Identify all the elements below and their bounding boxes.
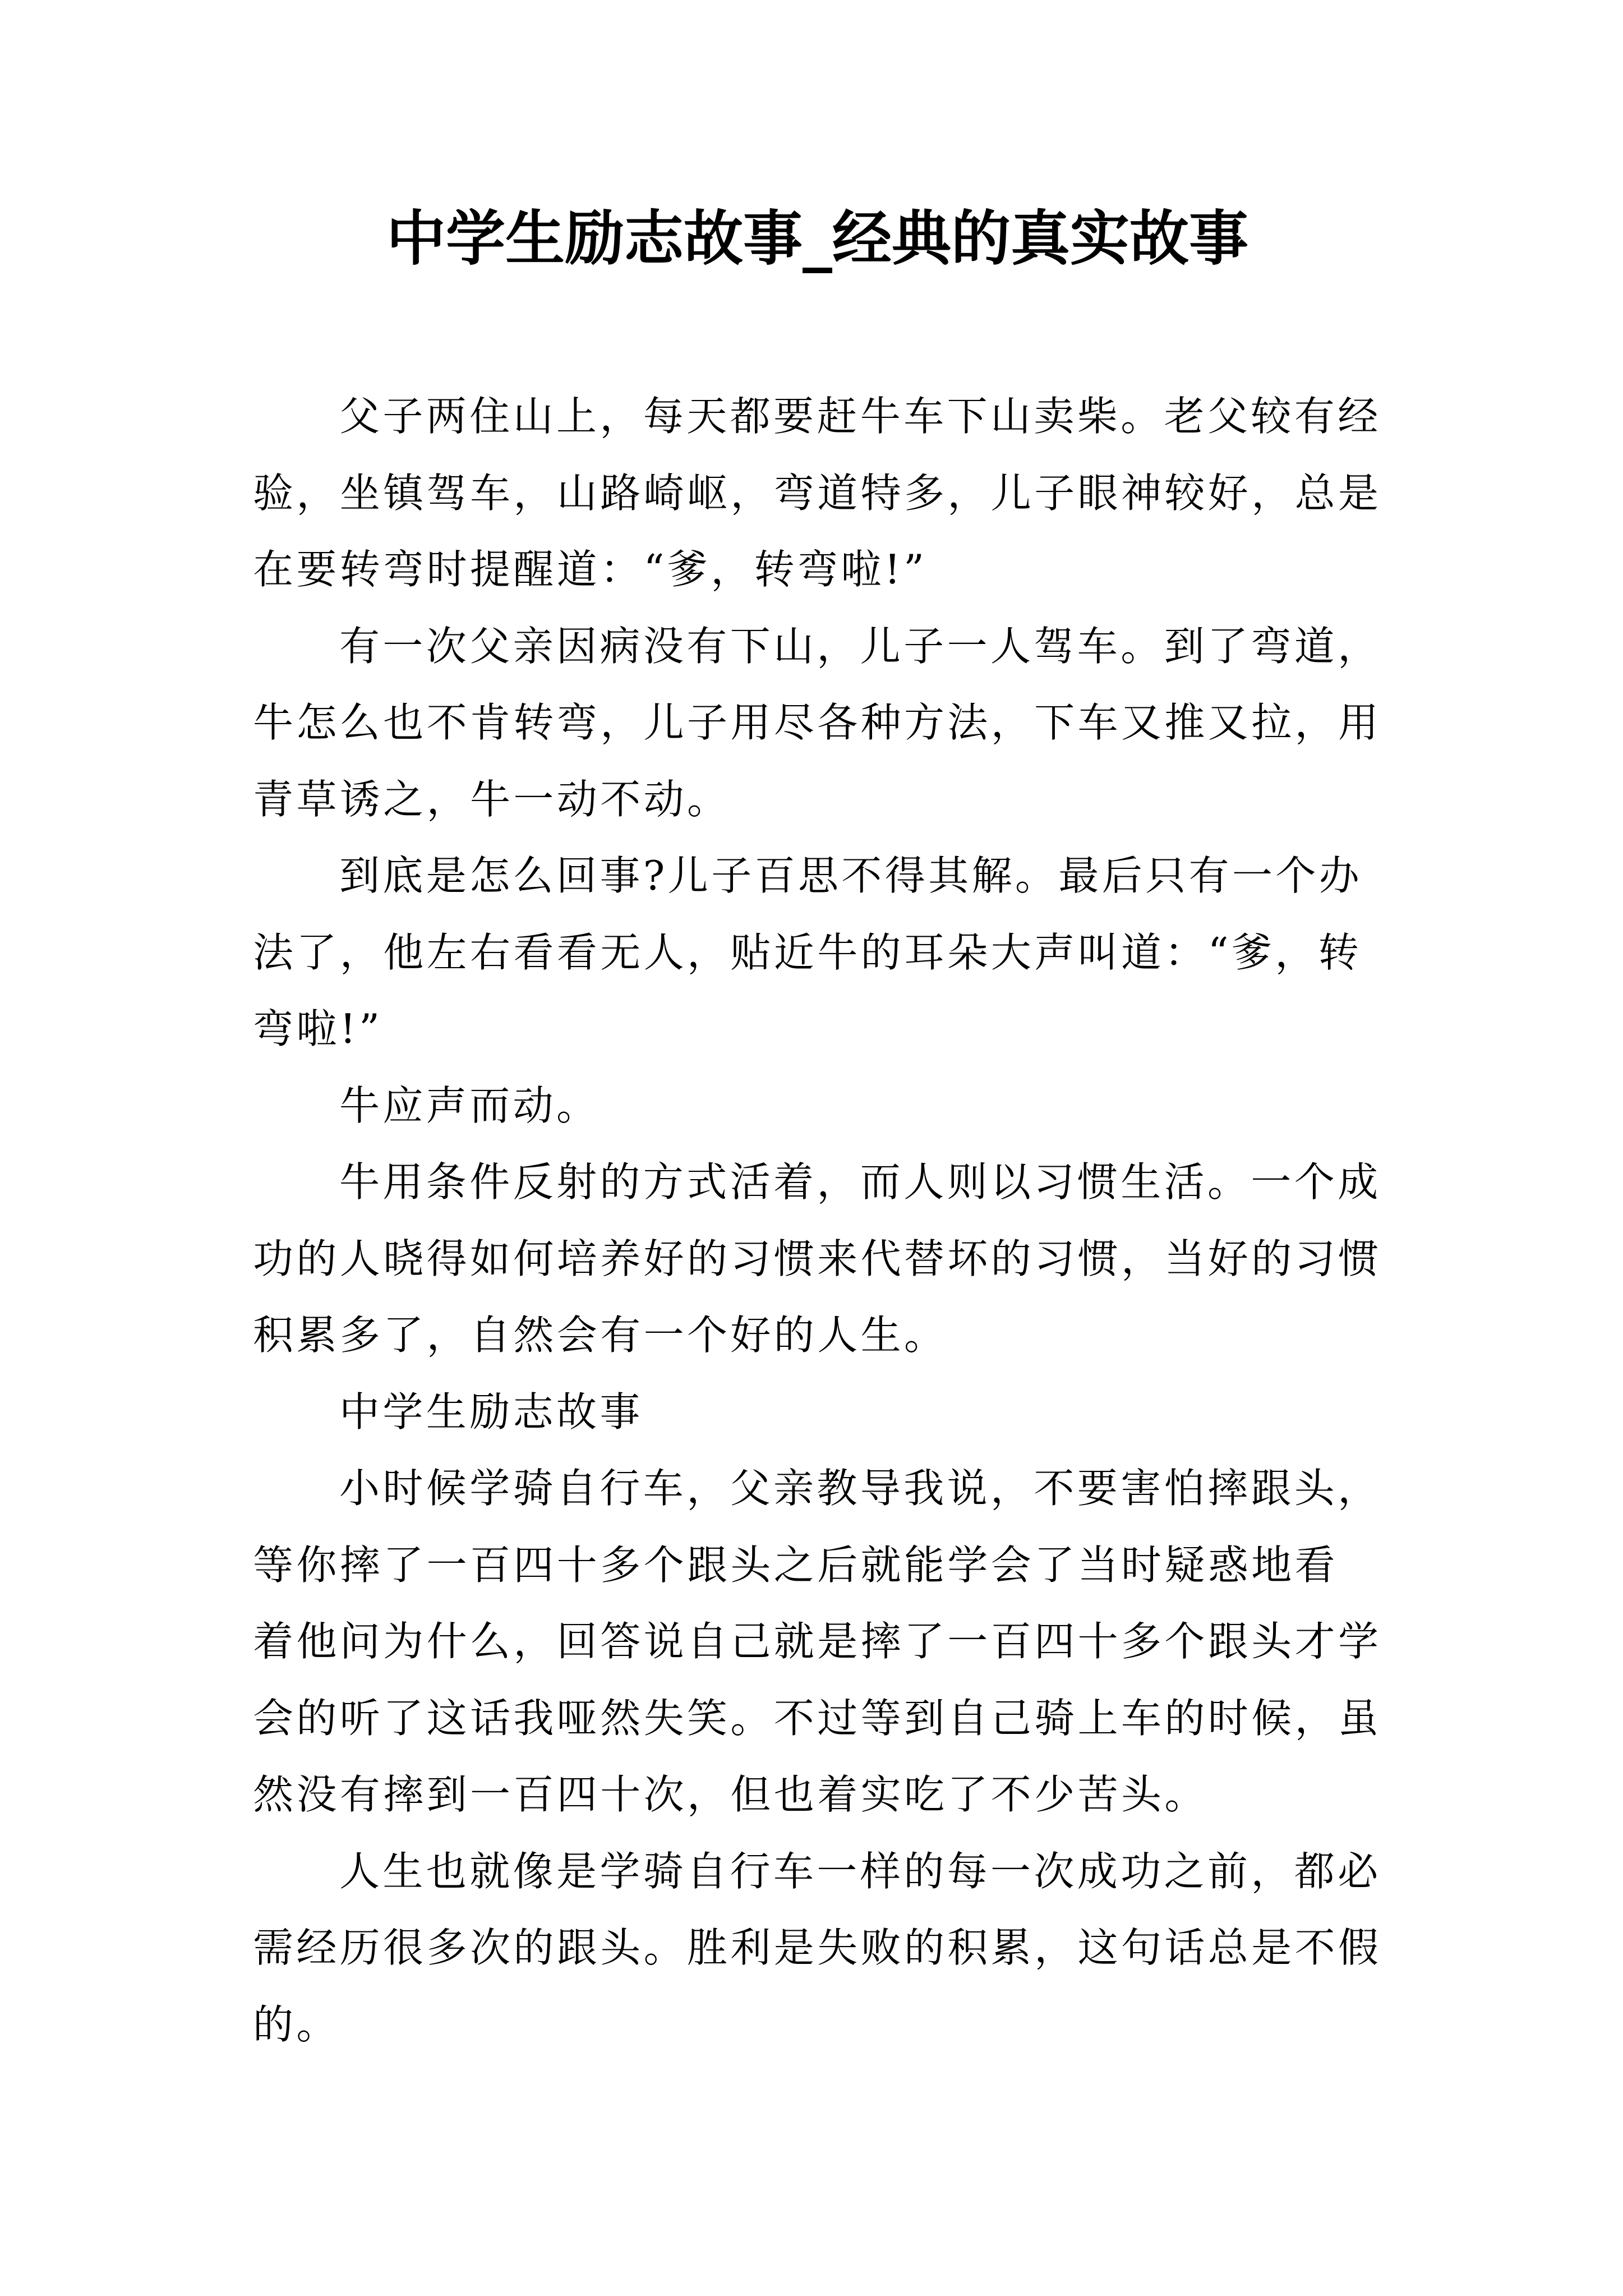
text-line: 着他问为什么，回答说自己就是摔了一百四十多个跟头才学 bbox=[253, 1618, 1382, 1665]
paragraph bbox=[253, 1450, 1382, 1833]
text-line: 会的听了这话我哑然失笑。不过等到自己骑上车的时候，虽 bbox=[253, 1694, 1382, 1742]
text-line: 到底是怎么回事?儿子百思不得其解。最后只有一个办 bbox=[339, 852, 1363, 899]
text-line: 验，坐镇驾车，山路崎岖，弯道特多，儿子眼神较好，总是 bbox=[253, 469, 1382, 517]
paragraph bbox=[253, 1144, 1382, 1374]
text-line: 人生也就像是学骑自行车一样的每一次成功之前，都必 bbox=[339, 1847, 1381, 1895]
paragraph bbox=[253, 608, 1382, 838]
text-line: 牛怎么也不肯转弯，儿子用尽各种方法，下车又推又拉，用 bbox=[253, 699, 1382, 746]
text-line: 法了，他左右看看无人，贴近牛的耳朵大声叫道：“爹，转 bbox=[253, 928, 1362, 976]
text-line: 青草诱之，牛一动不动。 bbox=[253, 775, 731, 823]
text-line: 等你摔了一百四十多个跟头之后就能学会了当时疑惑地看 bbox=[253, 1541, 1339, 1589]
text-line: 有一次父亲因病没有下山，儿子一人驾车。到了弯道， bbox=[339, 622, 1381, 670]
text-line: 积累多了，自然会有一个好的人生。 bbox=[253, 1312, 948, 1359]
paragraph bbox=[253, 378, 1382, 608]
section-heading bbox=[253, 1374, 1382, 1451]
text-line: 的。 bbox=[253, 2000, 340, 2048]
text-line: 牛应声而动。 bbox=[339, 1082, 600, 1129]
section-heading-text: 中学生励志故事 bbox=[339, 1388, 643, 1435]
text-line: 需经历很多次的跟头。胜利是失败的积累，这句话总是不假 bbox=[253, 1924, 1382, 1971]
paragraph bbox=[253, 838, 1382, 1068]
document-title: 中学生励志故事_经典的真实故事 bbox=[386, 203, 1248, 273]
text-line: 然没有摔到一百四十次，但也着实吃了不少苦头。 bbox=[253, 1771, 1208, 1818]
text-line: 功的人晓得如何培养好的习惯来代替坏的习惯，当好的习惯 bbox=[253, 1235, 1382, 1282]
text-line: 牛用条件反射的方式活着，而人则以习惯生活。一个成 bbox=[339, 1158, 1381, 1205]
paragraph bbox=[253, 1833, 1382, 2063]
document-body bbox=[253, 378, 1382, 2063]
text-line: 小时候学骑自行车，父亲教导我说，不要害怕摔跟头， bbox=[339, 1465, 1381, 1512]
text-line: 在要转弯时提醒道：“爹，转弯啦!” bbox=[253, 546, 928, 593]
text-line: 父子两住山上，每天都要赶牛车下山卖柴。老父较有经 bbox=[339, 393, 1381, 440]
text-line: 弯啦!” bbox=[253, 1005, 383, 1052]
paragraph bbox=[253, 1068, 1382, 1144]
